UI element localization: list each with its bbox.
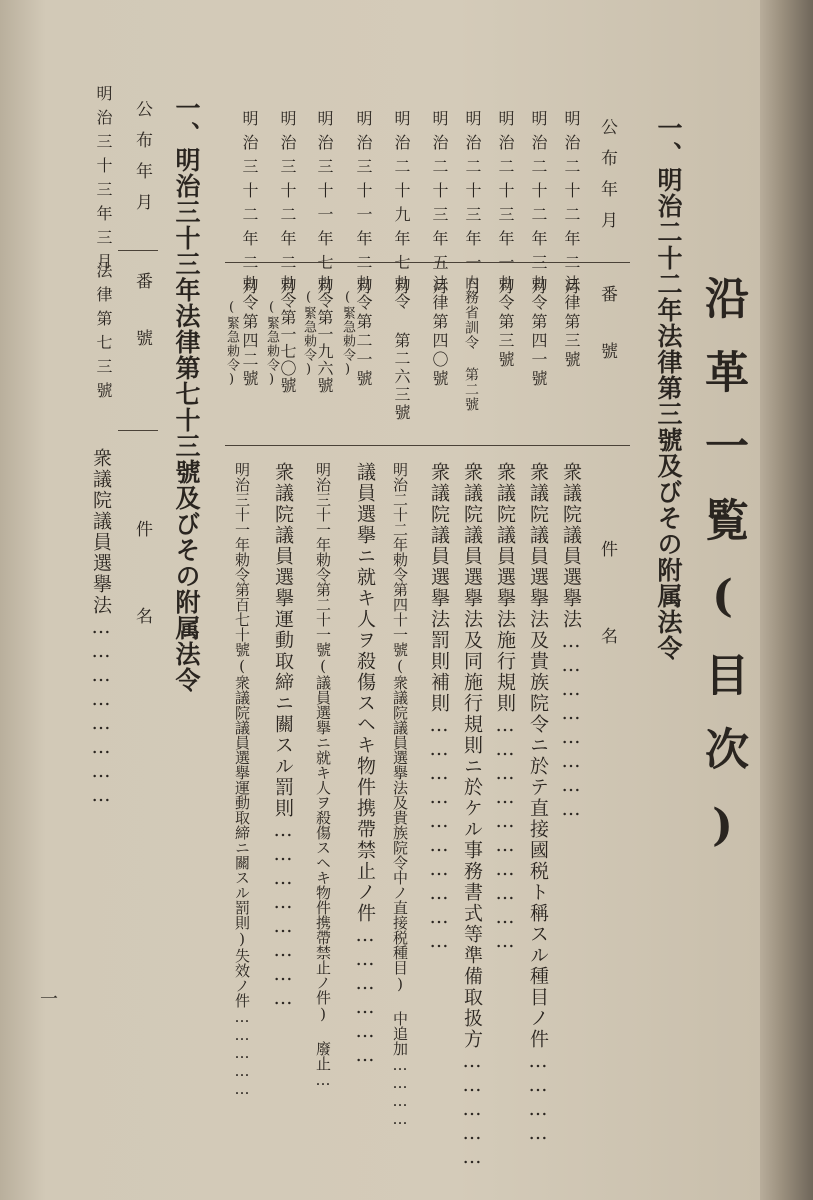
row-number-note: (緊急勅令) bbox=[224, 300, 239, 388]
section-heading: 一、明治二十二年法律第三號及びその附属法令 bbox=[654, 115, 683, 661]
row-date: 明治三十三年三月 bbox=[94, 85, 113, 277]
row-number: 勅令第二一號 bbox=[354, 275, 373, 389]
table-rule bbox=[225, 445, 630, 446]
row-number: 法律第三號 bbox=[562, 275, 581, 370]
row-name: 衆議院議員選擧運動取締ニ關スル罰則…………………… bbox=[272, 462, 294, 1011]
row-number-note: (緊急勅令) bbox=[264, 300, 279, 388]
row-date: 明治二十三年一月 bbox=[463, 110, 482, 302]
row-number: 勅令第四二號 bbox=[240, 275, 259, 389]
adjacent-page-edge bbox=[760, 0, 813, 1200]
page-title: 沿革一覧(目次) bbox=[697, 275, 748, 881]
row-name: 衆議院議員選擧法…………………… bbox=[90, 448, 112, 808]
section-heading: 一、明治三十三年法律第七十三號及びその附属法令 bbox=[172, 95, 201, 693]
row-number: 内務省訓令 第二號 bbox=[463, 275, 479, 412]
row-number-note: (緊急勅令) bbox=[340, 290, 355, 378]
row-date: 明治三十二年二月 bbox=[240, 110, 259, 302]
row-date: 明治三十一年二月 bbox=[354, 110, 373, 302]
row-date: 明治二十三年五月 bbox=[430, 110, 449, 302]
column-header-date: 公布年月 bbox=[597, 118, 617, 242]
row-number: 法律第七三號 bbox=[94, 262, 113, 406]
row-number: 勅令第四一號 bbox=[529, 275, 548, 389]
row-number: 法律第四〇號 bbox=[430, 275, 449, 389]
column-header-name: 件名 bbox=[132, 520, 152, 694]
row-date: 明治二十三年一月 bbox=[496, 110, 515, 302]
row-date: 明治二十二年三月 bbox=[529, 110, 548, 302]
row-name: 明治三十一年勅令第百七十號(衆議院議員選擧運動取締ニ關スル罰則)失效ノ件…………… bbox=[233, 462, 251, 1098]
row-number: 勅令第一九六號 bbox=[315, 275, 334, 394]
row-date: 明治三十一年七月 bbox=[315, 110, 334, 302]
row-name: 衆議院議員選擧法…………………… bbox=[560, 462, 582, 822]
row-date: 明治三十二年二月 bbox=[278, 110, 297, 302]
row-date: 明治二十二年二月 bbox=[562, 110, 581, 302]
row-name: 衆議院議員選擧法罰則補則………………………… bbox=[428, 462, 450, 954]
row-name: 明治二十二年勅令第四十一號(衆議院議員選擧法及貴族院令中ノ直接税種目) 中追加………… bbox=[391, 462, 409, 1128]
row-number: 勅令第三號 bbox=[496, 275, 515, 370]
column-header-number: 番號 bbox=[132, 272, 152, 386]
table-rule bbox=[118, 250, 158, 251]
row-name: 明治三十一年勅令第二十一號(議員選擧ニ就キ人ヲ殺傷スヘキ物件携帶禁止ノ件) 廢止… bbox=[314, 462, 332, 1089]
row-name: 衆議院議員選擧法及同施行規則ニ於ケル事務書式等準備取扱方…………… bbox=[461, 462, 483, 1170]
table-rule bbox=[118, 430, 158, 431]
row-number: 勅令 第二六三號 bbox=[392, 275, 411, 422]
page-number: 一 bbox=[40, 989, 58, 1010]
row-date: 明治二十九年七月 bbox=[392, 110, 411, 302]
column-header-name: 件名 bbox=[597, 540, 617, 714]
row-number: 勅令第一七〇號 bbox=[278, 275, 297, 394]
row-name: 衆議院議員選擧法及貴族院令ニ於テ直接國税ト稱スル種目ノ件………… bbox=[527, 462, 549, 1146]
row-number-note: (緊急勅令) bbox=[301, 290, 316, 378]
column-header-number: 番號 bbox=[597, 285, 617, 399]
row-name: 議員選擧ニ就キ人ヲ殺傷スヘキ物件携帶禁止ノ件……………… bbox=[354, 462, 376, 1068]
column-header-date: 公布年月 bbox=[132, 100, 152, 224]
row-name: 衆議院議員選擧法施行規則………………………… bbox=[494, 462, 516, 954]
